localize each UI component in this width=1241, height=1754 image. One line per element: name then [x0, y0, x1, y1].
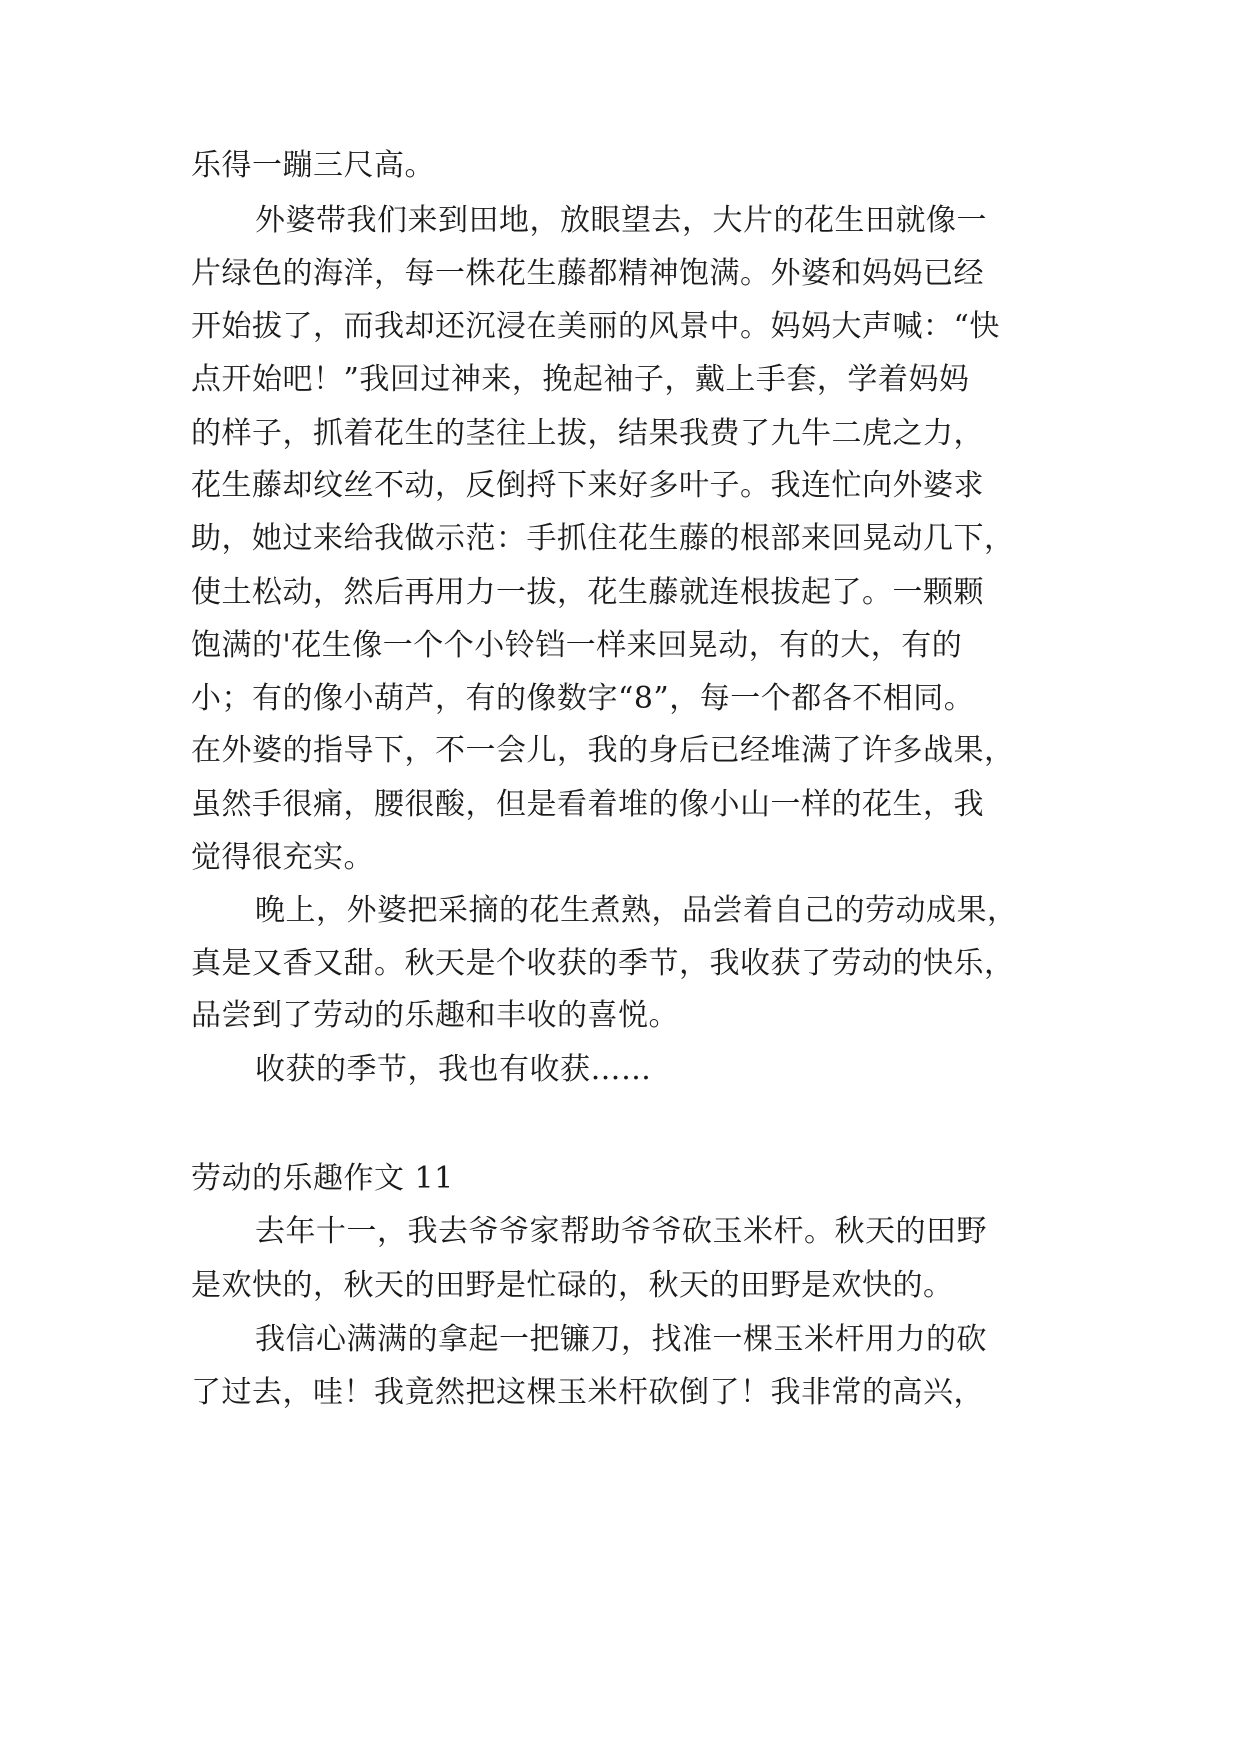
text-line: 饱满的'花生像一个个小铃铛一样来回晃动，有的大，有的	[191, 628, 963, 663]
text-line: 助，她过来给我做示范：手抓住花生藤的根部来回晃动几下，	[191, 521, 1015, 556]
text-line: 小；有的像小葫芦，有的像数字“8”，每一个都各不相同。	[191, 681, 975, 716]
text-line: 是欢快的，秋天的田野是忙碌的，秋天的田野是欢快的。	[191, 1268, 954, 1303]
text-line: 开始拔了，而我却还沉浸在美丽的风景中。妈妈大声喊：“快	[191, 309, 1000, 344]
text-line: 乐得一蹦三尺高。	[191, 148, 435, 183]
text-line: 花生藤却纹丝不动，反倒捋下来好多叶子。我连忙向外婆求	[191, 468, 984, 503]
paragraph-start-line: 收获的季节，我也有收获……	[255, 1052, 652, 1087]
text-line: 片绿色的海洋，每一株花生藤都精神饱满。外婆和妈妈已经	[191, 256, 984, 291]
text-line: 觉得很充实。	[191, 840, 374, 875]
text-line: 点开始吧！”我回过神来，挽起袖子，戴上手套，学着妈妈	[191, 362, 970, 397]
section-heading: 劳动的乐趣作文 11	[191, 1161, 454, 1196]
paragraph-start-line: 我信心满满的拿起一把镰刀，找准一棵玉米杆用力的砍	[255, 1322, 987, 1357]
text-line: 了过去，哇！我竟然把这棵玉米杆砍倒了！我非常的高兴，	[191, 1375, 984, 1410]
paragraph-start-line: 去年十一，我去爷爷家帮助爷爷砍玉米杆。秋天的田野	[255, 1214, 987, 1249]
text-line: 在外婆的指导下，不一会儿，我的身后已经堆满了许多战果，	[191, 733, 1015, 768]
paragraph-start-line: 晚上，外婆把采摘的花生煮熟，品尝着自己的劳动成果，	[255, 893, 1018, 928]
text-line: 使土松动，然后再用力一拔，花生藤就连根拔起了。一颗颗	[191, 575, 984, 610]
text-line: 真是又香又甜。秋天是个收获的季节，我收获了劳动的快乐，	[191, 946, 1015, 981]
text-line: 品尝到了劳动的乐趣和丰收的喜悦。	[191, 998, 679, 1033]
text-line: 的样子，抓着花生的茎往上拔，结果我费了九牛二虎之力，	[191, 416, 984, 451]
paragraph-start-line: 外婆带我们来到田地，放眼望去，大片的花生田就像一	[255, 203, 987, 238]
text-line: 虽然手很痛，腰很酸，但是看着堆的像小山一样的花生，我	[191, 787, 984, 822]
